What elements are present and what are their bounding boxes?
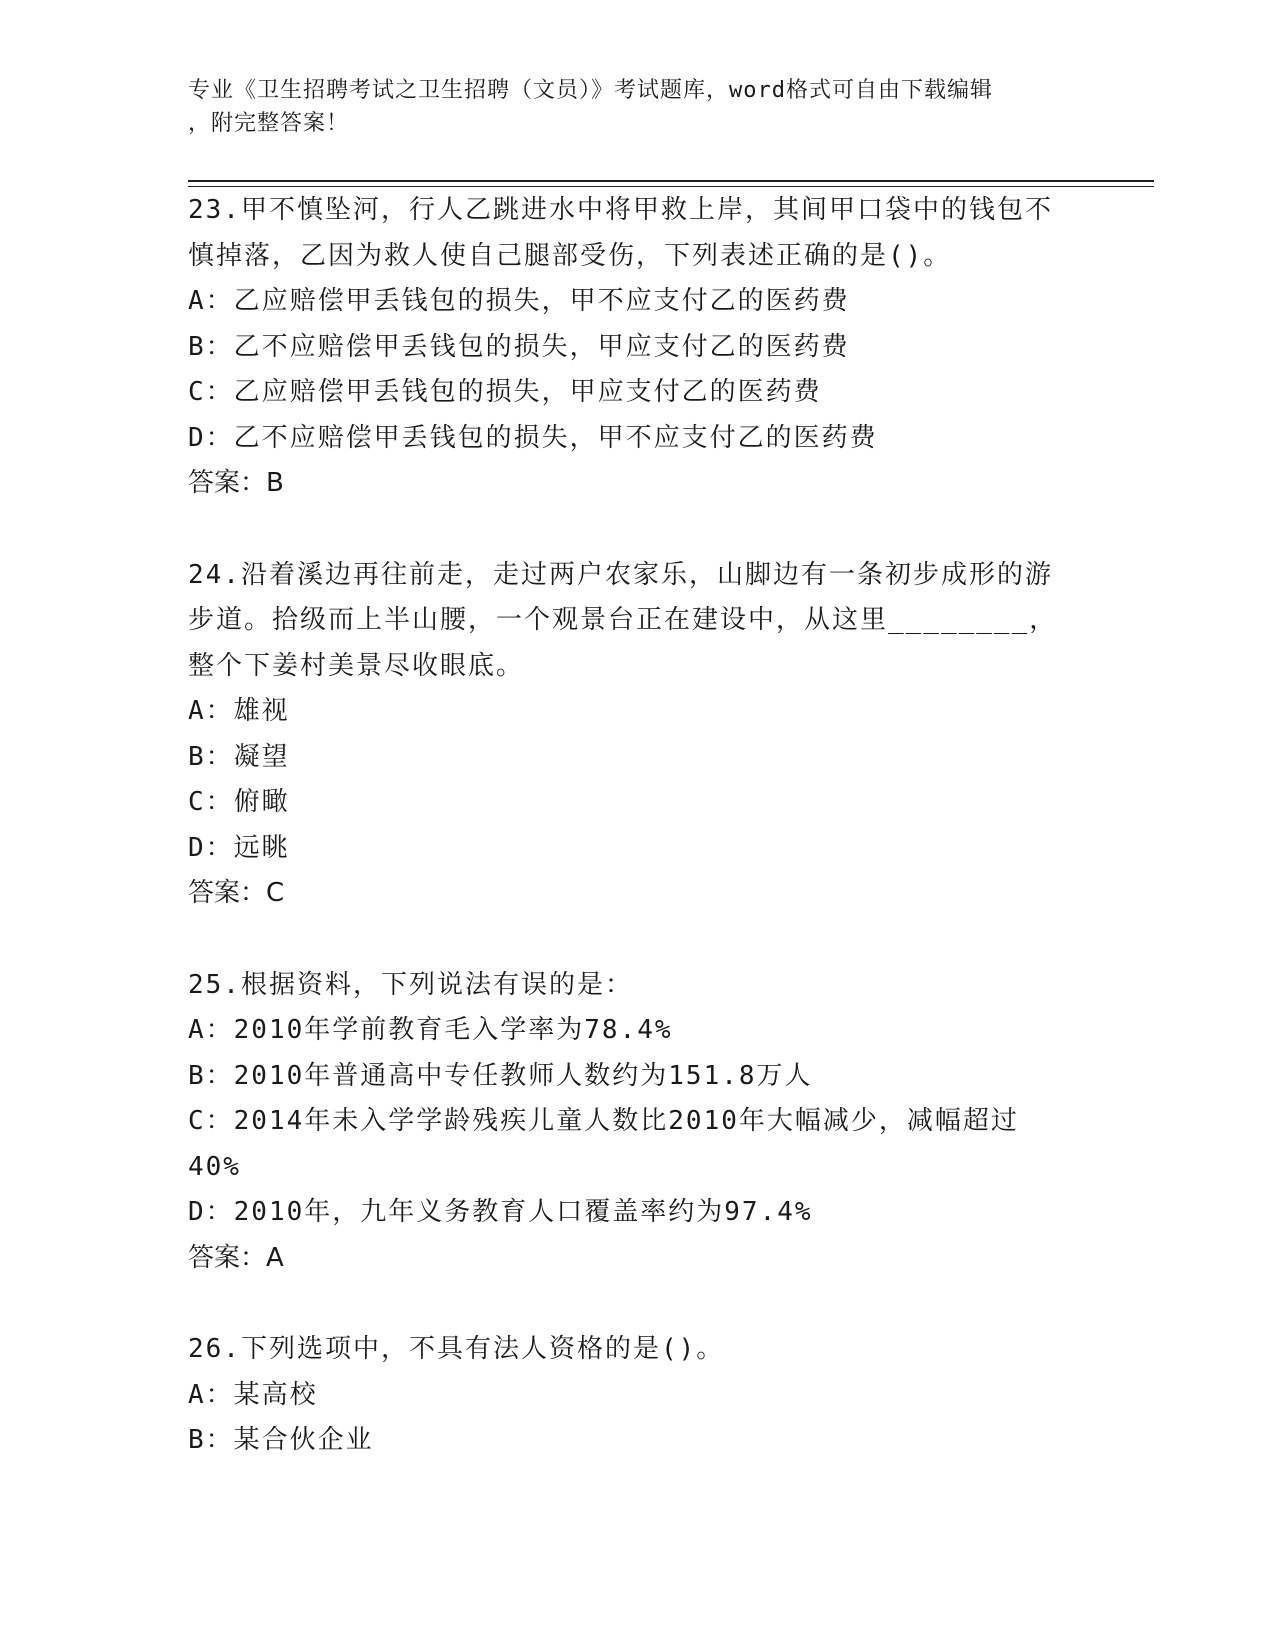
question-24: [188, 553, 1088, 917]
question-25: [188, 963, 1088, 1282]
question-list: [188, 188, 1088, 1510]
question-23: [188, 188, 1088, 507]
answer: 答案：B: [188, 468, 284, 498]
question-stem-line: 整个下姜村美景尽收眼底。: [188, 650, 525, 681]
option-b: B：某合伙企业: [188, 1425, 374, 1455]
option-a: A：雄视: [188, 696, 290, 726]
option-d: D：2010年，九年义务教育人口覆盖率约为97.4%: [188, 1197, 813, 1227]
question-26: [188, 1327, 1088, 1464]
question-stem-line: 步道。拾级而上半山腰，一个观景台正在建设中，从这里________，: [188, 605, 1058, 635]
option-a: A：乙应赔偿甲丢钱包的损失，甲不应支付乙的医药费: [188, 286, 850, 316]
option-a: A：2010年学前教育毛入学率为78.4%: [188, 1015, 673, 1045]
option-d: D：乙不应赔偿甲丢钱包的损失，甲不应支付乙的医药费: [188, 422, 878, 453]
option-c: C：乙应赔偿甲丢钱包的损失，甲应支付乙的医药费: [188, 377, 822, 407]
option-b: B：2010年普通高中专任教师人数约为151.8万人: [188, 1060, 813, 1091]
option-d: D：远眺: [188, 832, 290, 863]
option-b: B：乙不应赔偿甲丢钱包的损失，甲应支付乙的医药费: [188, 331, 850, 362]
header-divider-thick: [188, 180, 1154, 182]
answer: 答案：C: [188, 878, 285, 908]
question-stem-line: 慎掉落，乙因为救人使自己腿部受伤，下列表述正确的是()。: [188, 240, 952, 271]
option-a: A：某高校: [188, 1379, 318, 1410]
answer: 答案：A: [188, 1242, 284, 1273]
option-b: B：凝望: [188, 741, 290, 772]
question-stem-line: 26.下列选项中，不具有法人资格的是()。: [188, 1334, 725, 1364]
question-stem-line: 23.甲不慎坠河，行人乙跳进水中将甲救上岸，其间甲口袋中的钱包不: [188, 195, 1053, 225]
document-header: [188, 74, 1088, 140]
header-line-2: ，附完整答案！: [188, 111, 350, 136]
question-stem-line: 24.沿着溪边再往前走，走过两户农家乐，山脚边有一条初步成形的游: [188, 559, 1053, 590]
option-c-continued: 40%: [188, 1151, 241, 1182]
question-stem-line: 25.根据资料，下列说法有误的是：: [188, 969, 633, 1000]
option-c: C：俯瞰: [188, 787, 290, 817]
option-c: C：2014年未入学学龄残疾儿童人数比2010年大幅减少，减幅超过: [188, 1106, 1019, 1136]
header-line-1: 专业《卫生招聘考试之卫生招聘（文员）》考试题库，word格式可自由下载编辑: [188, 78, 993, 103]
header-divider-thin: [188, 186, 1154, 187]
